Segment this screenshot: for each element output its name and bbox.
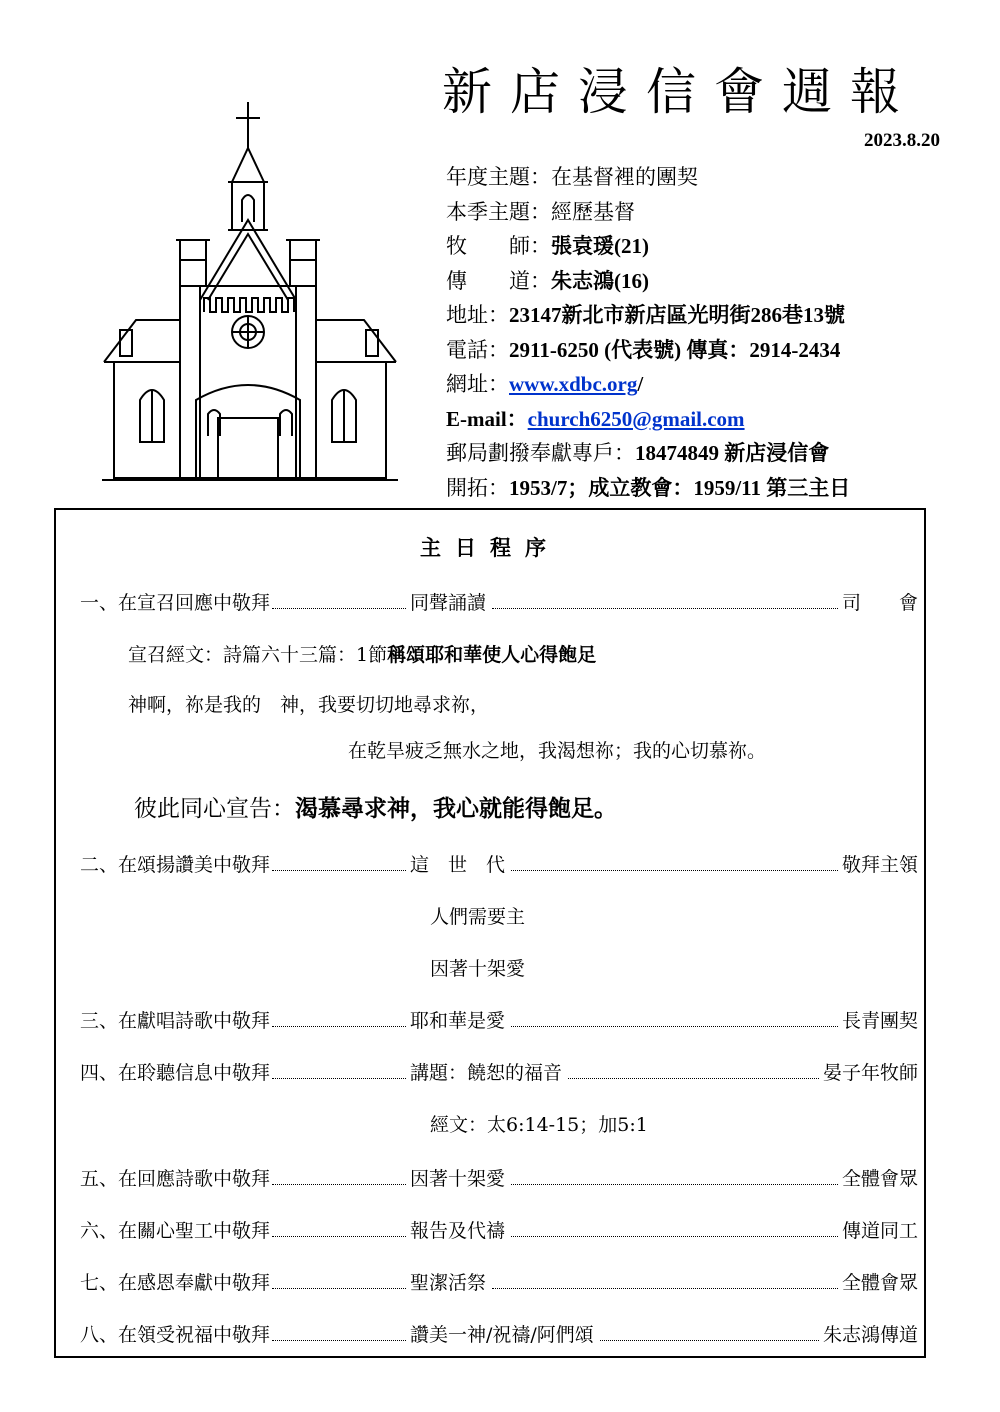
order-title: 主日程序 [420, 536, 560, 560]
info-row-postal: 郵局劃撥奉獻專戶：18474849 新店浸信會 [446, 441, 830, 465]
church-info [446, 160, 850, 505]
bulletin-date: 2023.8.20 [864, 130, 940, 151]
email-link[interactable]: church6250@gmail.com [527, 406, 745, 431]
info-row-annual-theme: 年度主題：在基督裡的團契 [446, 165, 698, 189]
declaration: 彼此同心宣告：渴慕尋求神，我心就能得飽足。 [134, 795, 617, 822]
info-row-preacher: 傳 道：朱志鴻(16) [446, 268, 649, 293]
song-extra-2: 因著十架愛 [430, 958, 526, 980]
order-item: 五、在回應詩歌中敬拜 因著十架愛 全體會眾 [80, 1168, 918, 1190]
info-row-founded: 開拓：1953/7；成立教會：1959/11 第三主日 [446, 475, 851, 500]
order-item: 八、在領受祝福中敬拜 讚美一神/祝禱/阿們頌 朱志鴻傳道 [80, 1324, 918, 1346]
verse-line-1: 神啊，祢是我的 神，我要切切地尋求祢， [128, 694, 490, 716]
order-item: 七、在感恩奉獻中敬拜 聖潔活祭 全體會眾 [80, 1272, 918, 1294]
website-link[interactable]: www.xdbc.org [509, 372, 638, 396]
order-item: 四、在聆聽信息中敬拜 講題：饒恕的福音 晏子年牧師 [80, 1062, 918, 1084]
order-of-worship [54, 508, 926, 1358]
info-row-email: E-mail：church6250@gmail.com [446, 406, 745, 431]
scripture-reference: 經文：太6:14-15；加5:1 [430, 1114, 648, 1136]
order-item: 一、在宣召回應中敬拜 同聲誦讀 司 會 [80, 592, 918, 614]
page-title: 新店浸信會週報 [442, 63, 918, 121]
song-extra-1: 人們需要主 [430, 906, 526, 928]
info-row-address: 地址：23147新北市新店區光明街286巷13號 [446, 303, 845, 327]
call-to-worship: 宣召經文：詩篇六十三篇：1節稱頌耶和華使人心得飽足 [128, 644, 597, 666]
info-row-phone: 電話：2911-6250 (代表號) 傳真：2914-2434 [446, 337, 841, 362]
info-row-website: 網址：www.xdbc.org/ [446, 372, 644, 396]
info-row-season-theme: 本季主題：經歷基督 [446, 199, 635, 224]
order-item: 二、在頌揚讚美中敬拜 這 世 代 敬拜主領 [80, 854, 918, 876]
church-illustration [100, 100, 400, 488]
info-row-pastor: 牧 師：張袁瑗(21) [446, 234, 649, 258]
order-item: 三、在獻唱詩歌中敬拜 耶和華是愛 長青團契 [80, 1010, 918, 1032]
order-item: 六、在關心聖工中敬拜 報告及代禱 傳道同工 [80, 1220, 918, 1242]
verse-line-2: 在乾旱疲乏無水之地，我渴想祢；我的心切慕祢。 [348, 740, 767, 762]
